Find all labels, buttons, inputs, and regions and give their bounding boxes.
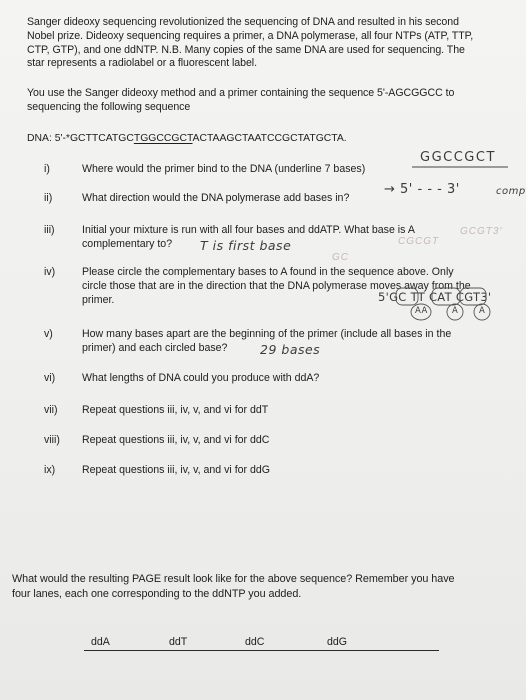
page-question-line: four lanes, each one corresponding to the ddNTP you added. — [12, 588, 302, 600]
lane-label-ddc: ddC — [245, 636, 265, 648]
lane-label-ddt: ddT — [169, 636, 188, 648]
handwritten-note-ii: comp — [496, 186, 526, 197]
lane-label-dda: ddA — [91, 636, 110, 648]
question-line: Please circle the complementary bases to A found in the sequence above. Only — [82, 266, 454, 278]
lane-label-ddg: ddG — [327, 636, 348, 648]
question-number: vii) — [44, 404, 58, 416]
question-number: viii) — [44, 434, 60, 446]
handwritten-mark-iv: A — [452, 306, 459, 316]
circle-mark — [411, 304, 431, 320]
question-line: primer. — [82, 293, 115, 306]
question-number: ix) — [44, 464, 56, 476]
question-line: What lengths of DNA could you produce with ddA? — [82, 372, 320, 384]
handwritten-answer-iii: T is first base — [200, 238, 292, 253]
question-line: How many bases apart are the beginning of the primer (include all bases in the — [82, 328, 452, 340]
handwritten-mark-iv: AA — [415, 306, 428, 316]
circle-mark — [447, 304, 463, 320]
gel-lane-baseline — [84, 650, 439, 651]
question-line: Initial your mixture is run with all four bases and ddATP. What base is A — [82, 224, 415, 236]
question-line: circle those that are in the direction that the DNA polymerase moves away from the — [82, 279, 471, 292]
page-question — [12, 572, 517, 602]
question-number: vi) — [44, 372, 56, 384]
question-number: iv) — [44, 266, 56, 278]
handwritten-answer-ii: → 5' - - - 3' — [384, 182, 460, 197]
question-line: What direction would the DNA polymerase add bases in? — [82, 192, 350, 204]
question-line: Repeat questions iii, iv, v, and vi for ddT — [82, 404, 269, 416]
question-line: Where would the primer bind to the DNA (underline 7 bases) — [82, 163, 366, 175]
question-number: i) — [44, 163, 50, 175]
circle-mark — [460, 288, 486, 305]
faint-pencil-mark: GCGT3' — [460, 226, 503, 237]
question-line: complementary to? — [82, 237, 173, 250]
intro-line: CTP, GTP), and one ddNTP. N.B. Many copies of the same DNA are used for sequencing. The — [27, 43, 465, 56]
intro-line: Sanger dideoxy sequencing revolutionized the sequencing of DNA and resulted in his second — [27, 16, 459, 28]
question-line: primer) and each circled base? — [82, 341, 228, 354]
faint-pencil-mark: GC — [332, 252, 349, 263]
page-question-line: What would the resulting PAGE result look like for the above sequence? Remember you have — [12, 573, 455, 585]
dna-prefix: DNA: 5'-*GCTTCATGC — [27, 133, 134, 144]
setup-line: sequencing the following sequence — [27, 100, 191, 113]
circle-mark — [474, 304, 490, 320]
dna-suffix: ACTAAGCTAATCCGCTATGCTA. — [192, 133, 347, 144]
handwritten-answer-v: 29 bases — [260, 342, 321, 357]
setup-line: You use the Sanger dideoxy method and a primer containing the sequence 5'-AGCGGCC to — [27, 87, 455, 99]
dna-primer-site: TGGCCGCT — [133, 133, 193, 144]
faint-pencil-mark: CGCGT — [398, 236, 440, 247]
question-number: v) — [44, 328, 53, 340]
circle-mark — [432, 288, 460, 305]
question-number: iii) — [44, 224, 55, 236]
question-line: Repeat questions iii, iv, v, and vi for ddC — [82, 434, 270, 446]
question-line: Repeat questions iii, iv, v, and vi for ddG — [82, 464, 271, 476]
handwritten-mark-iv: A — [479, 306, 486, 316]
handwritten-answer-i: GGCCGCT — [420, 150, 496, 165]
intro-line: Nobel prize. Dideoxy sequencing requires a primer, a DNA polymerase, all four NTPs (ATP, TTP, — [27, 29, 474, 42]
question-number: ii) — [44, 192, 53, 204]
handwritten-sequence-iv: 5'GC TT CAT CGT3' — [378, 290, 492, 304]
circle-mark — [396, 288, 418, 305]
intro-line: star represents a radiolabel or a fluorescent label. — [27, 57, 258, 70]
